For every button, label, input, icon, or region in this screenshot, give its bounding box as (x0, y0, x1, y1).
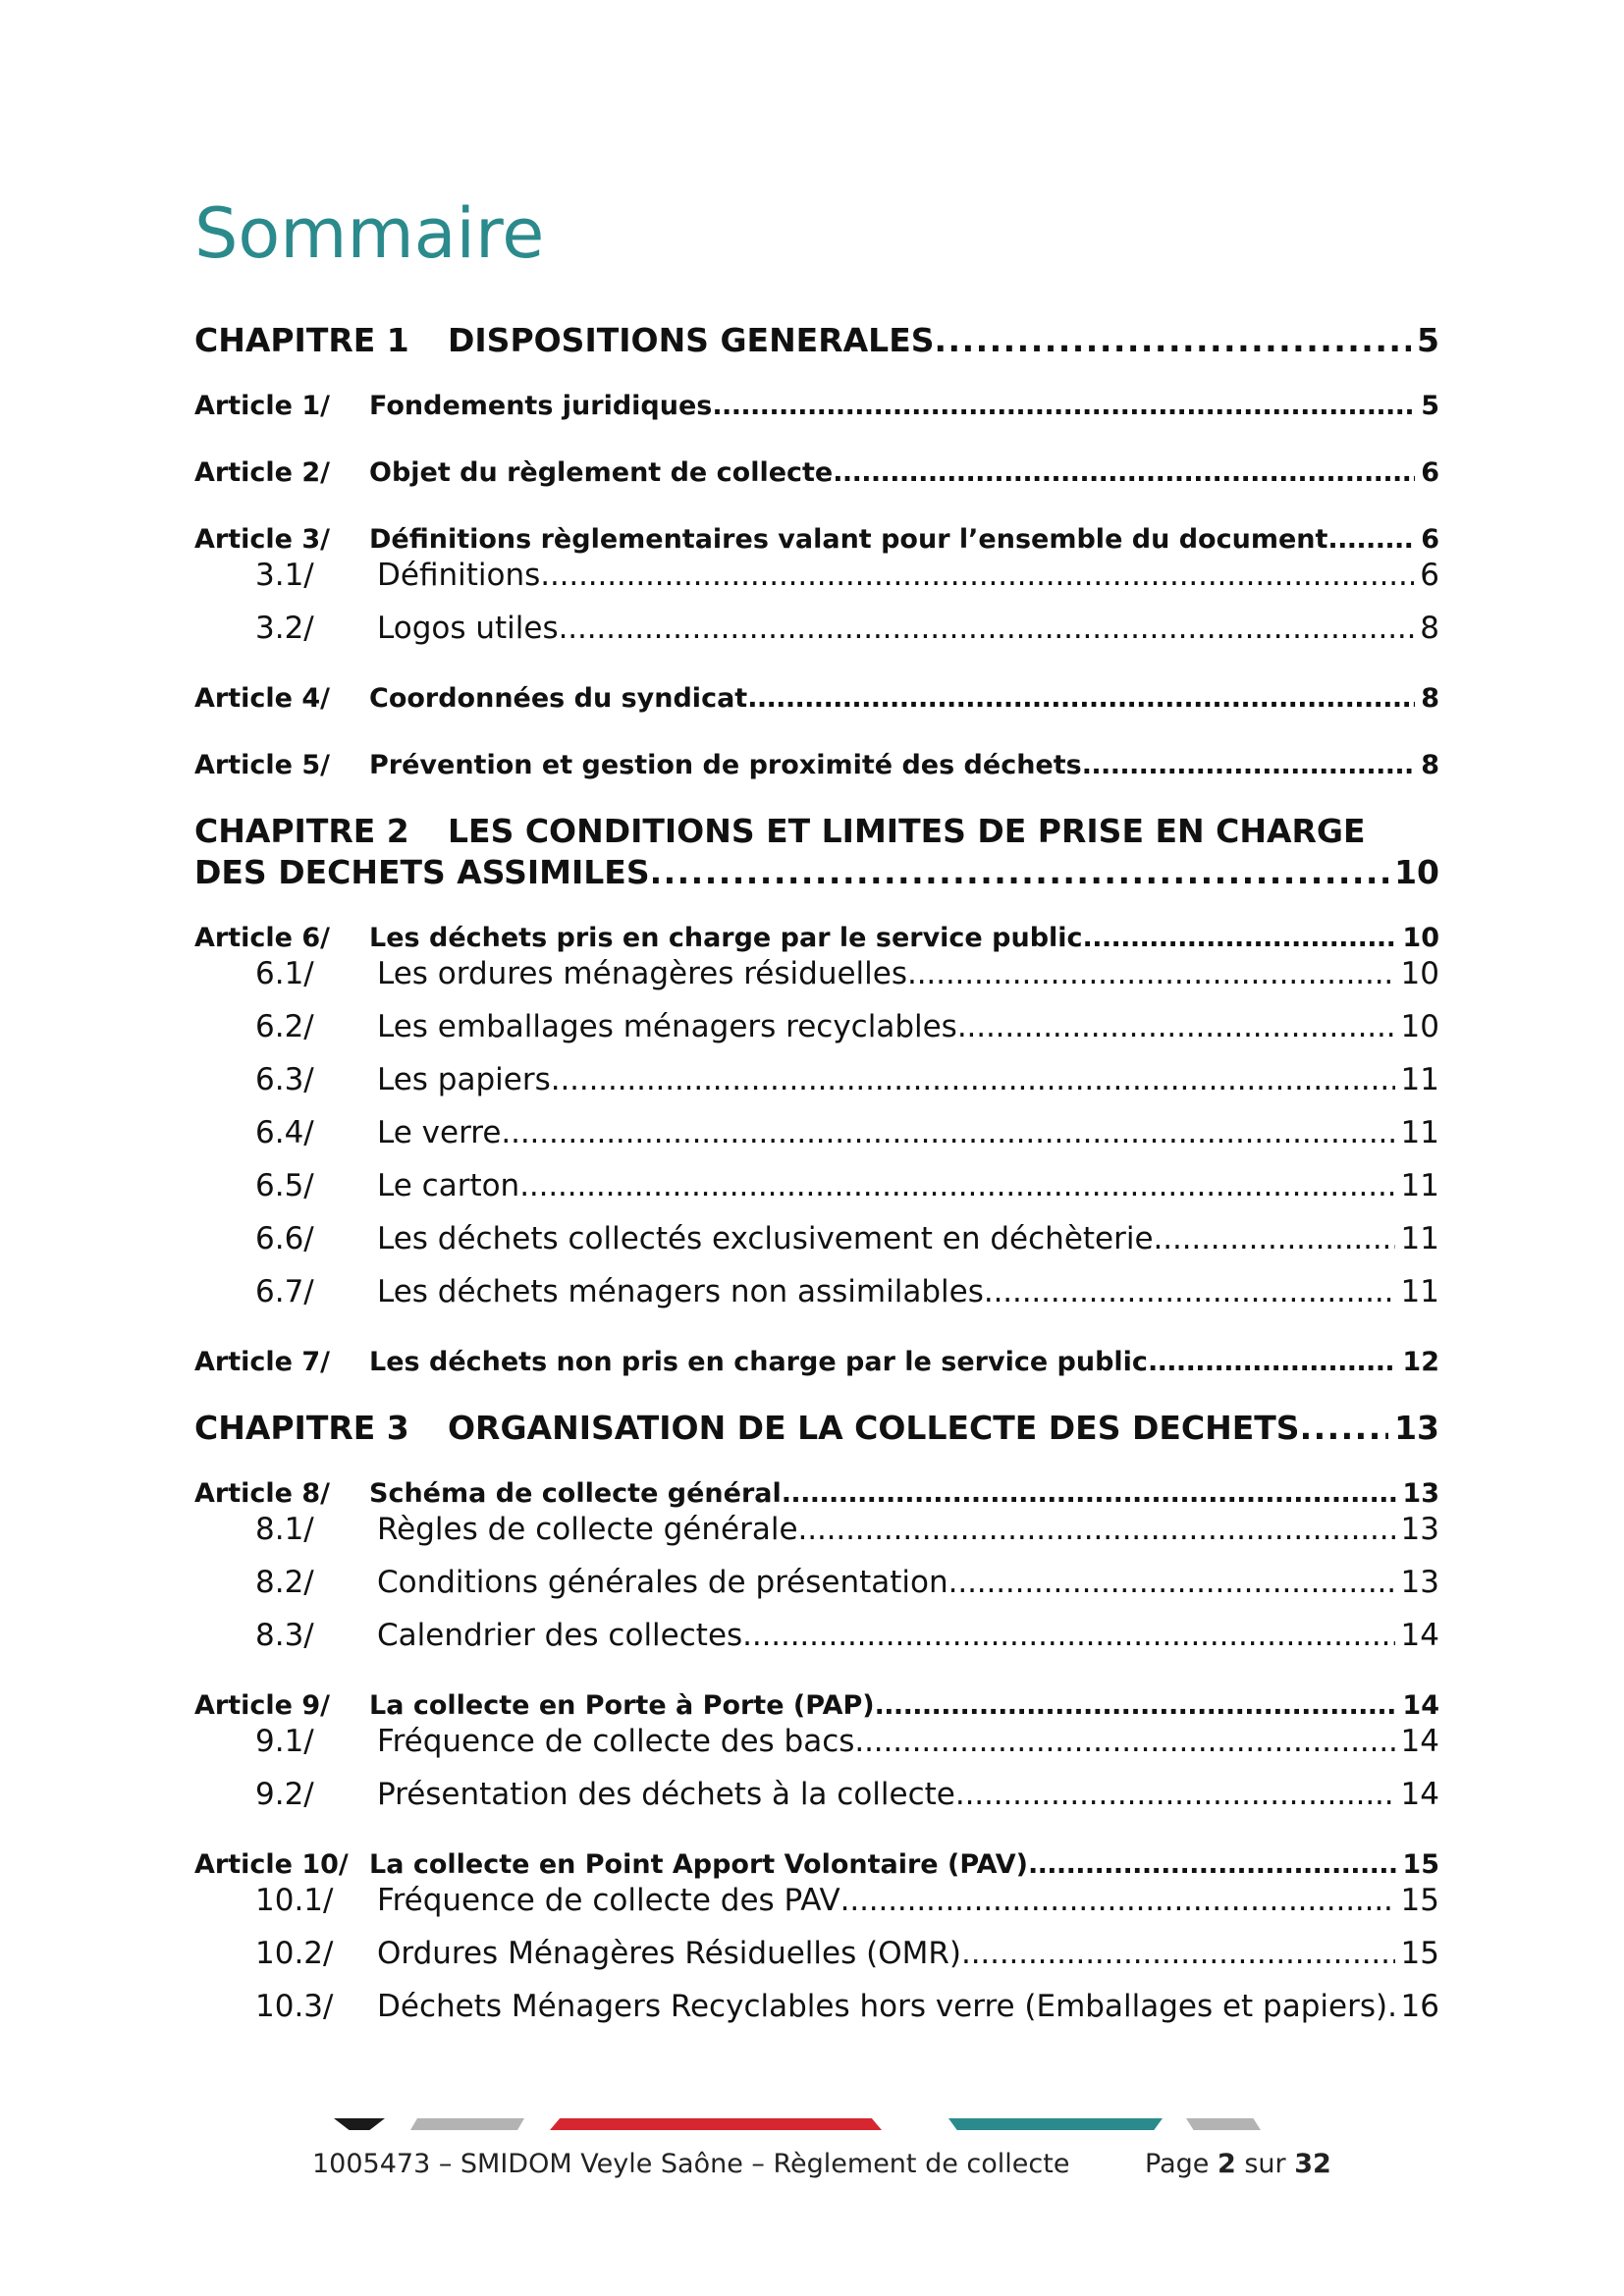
toc-entry-sub[interactable] (194, 1062, 1439, 1097)
toc-leader-dots (961, 1936, 1395, 1971)
toc-entry-number: 3.1/ (255, 558, 314, 593)
toc-entry-article[interactable] (194, 389, 1439, 424)
toc-entry-title: Calendrier des collectes (377, 1618, 743, 1653)
toc-entry-title: Les déchets pris en charge par le service public (369, 923, 1083, 953)
toc-entry-page: 8 (1421, 750, 1439, 780)
toc-entry-sub[interactable] (194, 1777, 1439, 1812)
toc-entry-sub[interactable] (194, 1936, 1439, 1971)
toc-leader-dots (540, 558, 1414, 593)
toc-entry-page: 11 (1400, 1062, 1439, 1097)
toc-leader-dots (955, 1777, 1395, 1812)
toc-entry-page: 5 (1421, 391, 1439, 421)
toc-entry-page: 5 (1417, 321, 1439, 359)
toc-entry-page: 12 (1402, 1347, 1439, 1377)
toc-entry-sub[interactable] (194, 1512, 1439, 1547)
toc-entry-number: Article 4/ (194, 683, 330, 714)
footer-bar-black (334, 2118, 385, 2130)
table-of-contents (194, 320, 1439, 2024)
toc-leader-dots (782, 1476, 1397, 1512)
toc-entry-page: 10 (1400, 1009, 1439, 1044)
toc-entry-sub[interactable] (194, 1724, 1439, 1759)
toc-leader-dots (1154, 1221, 1395, 1256)
toc-leader-dots (747, 681, 1415, 717)
footer-bar-gray-small (1186, 2118, 1261, 2130)
toc-entry-title: Fréquence de collecte des PAV (377, 1883, 840, 1918)
toc-leader-dots (984, 1274, 1395, 1309)
toc-leader-dots (742, 1618, 1394, 1653)
toc-entry-title: Les emballages ménagers recyclables (377, 1009, 957, 1044)
toc-entry-title: Objet du règlement de collecte (369, 457, 834, 488)
toc-entry-number: Article 9/ (194, 1690, 330, 1721)
toc-leader-dots (907, 956, 1395, 991)
toc-entry-number: Article 2/ (194, 457, 330, 488)
footer-page-prefix: Page (1145, 2149, 1210, 2179)
toc-entry-title: Les déchets collectés exclusivement en déchèterie (377, 1221, 1154, 1256)
toc-entry-page: 14 (1400, 1777, 1439, 1812)
toc-entry-chapter[interactable] (194, 320, 1439, 361)
toc-entry-page: 10 (1400, 956, 1439, 991)
toc-entry-page: 6 (1421, 457, 1439, 488)
footer-page-current: 2 (1217, 2149, 1236, 2179)
toc-entry-number: 8.3/ (255, 1618, 314, 1653)
toc-leader-dots (712, 389, 1415, 424)
toc-entry-number: Article 7/ (194, 1347, 330, 1377)
toc-entry-number: Article 8/ (194, 1478, 330, 1509)
toc-entry-title: Les papiers (377, 1062, 551, 1097)
toc-entry-page: 8 (1420, 611, 1439, 646)
toc-entry-number: 9.1/ (255, 1724, 314, 1759)
toc-entry-article[interactable] (194, 1688, 1439, 1724)
toc-leader-dots (1327, 522, 1415, 558)
toc-leader-dots (935, 320, 1412, 361)
toc-entry-page: 13 (1400, 1565, 1439, 1600)
toc-leader-dots (1082, 748, 1415, 783)
toc-entry-article[interactable] (194, 1847, 1439, 1883)
footer-bar-teal (948, 2118, 1163, 2130)
toc-entry-title: Schéma de collecte général (369, 1478, 782, 1509)
toc-entry-page: 13 (1400, 1512, 1439, 1547)
toc-entry-page: 10 (1402, 923, 1439, 953)
toc-entry-page: 14 (1400, 1724, 1439, 1759)
toc-entry-title: DISPOSITIONS GENERALES (448, 321, 935, 359)
toc-entry-page: 15 (1402, 1849, 1439, 1880)
toc-entry-sub[interactable] (194, 611, 1439, 646)
footer-bar-red (550, 2118, 882, 2130)
toc-leader-dots (957, 1009, 1395, 1044)
toc-entry-title: Le carton (377, 1168, 520, 1203)
toc-entry-sub[interactable] (194, 558, 1439, 593)
toc-entry-page: 6 (1420, 558, 1439, 593)
toc-entry-number: Article 6/ (194, 923, 330, 953)
toc-entry-article[interactable] (194, 1345, 1439, 1380)
toc-entry-title: Définitions règlementaires valant pour l’ensemble du document (369, 524, 1328, 555)
toc-entry-title: Les ordures ménagères résiduelles (377, 956, 907, 991)
toc-leader-dots (1083, 921, 1397, 956)
toc-entry-number: 6.7/ (255, 1274, 314, 1309)
toc-entry-page: 15 (1400, 1936, 1439, 1971)
toc-entry-page: 11 (1400, 1274, 1439, 1309)
toc-entry-sub[interactable] (194, 1618, 1439, 1653)
toc-leader-dots (948, 1565, 1395, 1600)
toc-entry-number: 6.6/ (255, 1221, 314, 1256)
toc-entry-page: 11 (1400, 1221, 1439, 1256)
toc-entry-number: 6.1/ (255, 956, 314, 991)
page-title: Sommaire (194, 193, 545, 274)
toc-entry-title: Prévention et gestion de proximité des déchets (369, 750, 1082, 780)
toc-entry-page: 14 (1402, 1690, 1439, 1721)
toc-entry-number: 10.1/ (255, 1883, 334, 1918)
toc-entry-title-continued: DES DECHETS ASSIMILES (194, 853, 650, 891)
toc-entry-number: 9.2/ (255, 1777, 314, 1812)
toc-entry-number: 6.5/ (255, 1168, 314, 1203)
toc-entry-title: La collecte en Porte à Porte (PAP) (369, 1690, 875, 1721)
toc-entry-title: La collecte en Point Apport Volontaire (PAV) (369, 1849, 1028, 1880)
toc-entry-page: 14 (1400, 1618, 1439, 1653)
toc-entry-chapter[interactable] (194, 811, 1439, 893)
toc-entry-title: Les déchets non pris en charge par le service public (369, 1347, 1148, 1377)
toc-entry-number: CHAPITRE 1 (194, 321, 409, 359)
toc-entry-page: 8 (1421, 683, 1439, 714)
toc-entry-number: 3.2/ (255, 611, 314, 646)
toc-entry-number: CHAPITRE 3 (194, 1409, 409, 1447)
toc-entry-title: Présentation des déchets à la collecte (377, 1777, 955, 1812)
toc-entry-number: 10.2/ (255, 1936, 334, 1971)
toc-entry-page: 13 (1394, 1409, 1439, 1447)
toc-entry-article[interactable] (194, 921, 1439, 956)
toc-leader-dots (519, 1168, 1394, 1203)
toc-entry-article[interactable] (194, 748, 1439, 783)
toc-entry-title: Fréquence de collecte des bacs (377, 1724, 855, 1759)
toc-leader-dots (650, 852, 1388, 893)
toc-leader-dots (501, 1115, 1394, 1150)
toc-entry-number: 6.4/ (255, 1115, 314, 1150)
toc-entry-title: Coordonnées du syndicat (369, 683, 748, 714)
toc-leader-dots (833, 455, 1415, 491)
toc-leader-dots (1028, 1847, 1396, 1883)
toc-entry-title: Règles de collecte générale (377, 1512, 798, 1547)
toc-entry-sub[interactable] (194, 1989, 1439, 2024)
footer-document-reference: 1005473 – SMIDOM Veyle Saône – Règlement de collecte (312, 2149, 1070, 2179)
footer-bar-gray (410, 2118, 524, 2130)
toc-entry-sub[interactable] (194, 1565, 1439, 1600)
toc-entry-page: 10 (1394, 853, 1439, 891)
toc-leader-dots (559, 611, 1415, 646)
toc-entry-sub[interactable] (194, 1274, 1439, 1309)
toc-leader-dots (840, 1883, 1395, 1918)
toc-entry-sub[interactable] (194, 1009, 1439, 1044)
toc-entry-number: CHAPITRE 2 (194, 812, 409, 850)
toc-entry-title: Conditions générales de présentation (377, 1565, 948, 1600)
toc-entry-sub[interactable] (194, 956, 1439, 991)
toc-entry-sub[interactable] (194, 1221, 1439, 1256)
toc-entry-sub[interactable] (194, 1168, 1439, 1203)
toc-entry-sub[interactable] (194, 1115, 1439, 1150)
toc-leader-dots (551, 1062, 1395, 1097)
toc-leader-dots (854, 1724, 1394, 1759)
toc-entry-page: 16 (1400, 1989, 1439, 2024)
toc-entry-line (194, 852, 1439, 893)
toc-entry-number: 6.3/ (255, 1062, 314, 1097)
toc-entry-article[interactable] (194, 522, 1439, 558)
toc-entry-page: 6 (1421, 524, 1439, 555)
toc-entry-title: Ordures Ménagères Résiduelles (OMR) (377, 1936, 961, 1971)
toc-entry-title: Fondements juridiques (369, 391, 713, 421)
footer-page-total: 32 (1294, 2149, 1331, 2179)
toc-leader-dots (798, 1512, 1395, 1547)
toc-entry-number: Article 10/ (194, 1849, 349, 1880)
toc-entry-title: Définitions (377, 558, 541, 593)
toc-leader-dots (1387, 1989, 1394, 2024)
toc-entry-page: 15 (1400, 1883, 1439, 1918)
toc-leader-dots (1148, 1345, 1396, 1380)
footer-page-sep: sur (1244, 2149, 1286, 2179)
footer-page-number (1145, 2148, 1331, 2181)
toc-entry-title: Les déchets ménagers non assimilables (377, 1274, 984, 1309)
toc-entry-page: 11 (1400, 1168, 1439, 1203)
toc-entry-title: ORGANISATION DE LA COLLECTE DES DECHETS (448, 1409, 1300, 1447)
toc-leader-dots (875, 1688, 1397, 1724)
toc-entry-page: 11 (1400, 1115, 1439, 1150)
toc-entry-article[interactable] (194, 455, 1439, 491)
toc-entry-article[interactable] (194, 681, 1439, 717)
toc-leader-dots (1300, 1408, 1388, 1449)
toc-entry-title: Déchets Ménagers Recyclables hors verre (Emballages et papiers) (377, 1989, 1388, 2024)
toc-entry-number: Article 5/ (194, 750, 330, 780)
toc-entry-title: Le verre (377, 1115, 502, 1150)
toc-entry-chapter[interactable] (194, 1408, 1439, 1449)
toc-entry-number: Article 3/ (194, 524, 330, 555)
toc-entry-number: 10.3/ (255, 1989, 334, 2024)
toc-entry-article[interactable] (194, 1476, 1439, 1512)
toc-entry-title: Logos utiles (377, 611, 559, 646)
toc-entry-page: 13 (1402, 1478, 1439, 1509)
toc-entry-title: LES CONDITIONS ET LIMITES DE PRISE EN CHARGE (448, 812, 1366, 850)
toc-entry-number: 8.2/ (255, 1565, 314, 1600)
toc-entry-number: Article 1/ (194, 391, 330, 421)
toc-entry-number: 6.2/ (255, 1009, 314, 1044)
toc-entry-number: 8.1/ (255, 1512, 314, 1547)
toc-entry-sub[interactable] (194, 1883, 1439, 1918)
toc-entry-line (194, 811, 1439, 852)
footer-decorative-bars (0, 2118, 1624, 2130)
